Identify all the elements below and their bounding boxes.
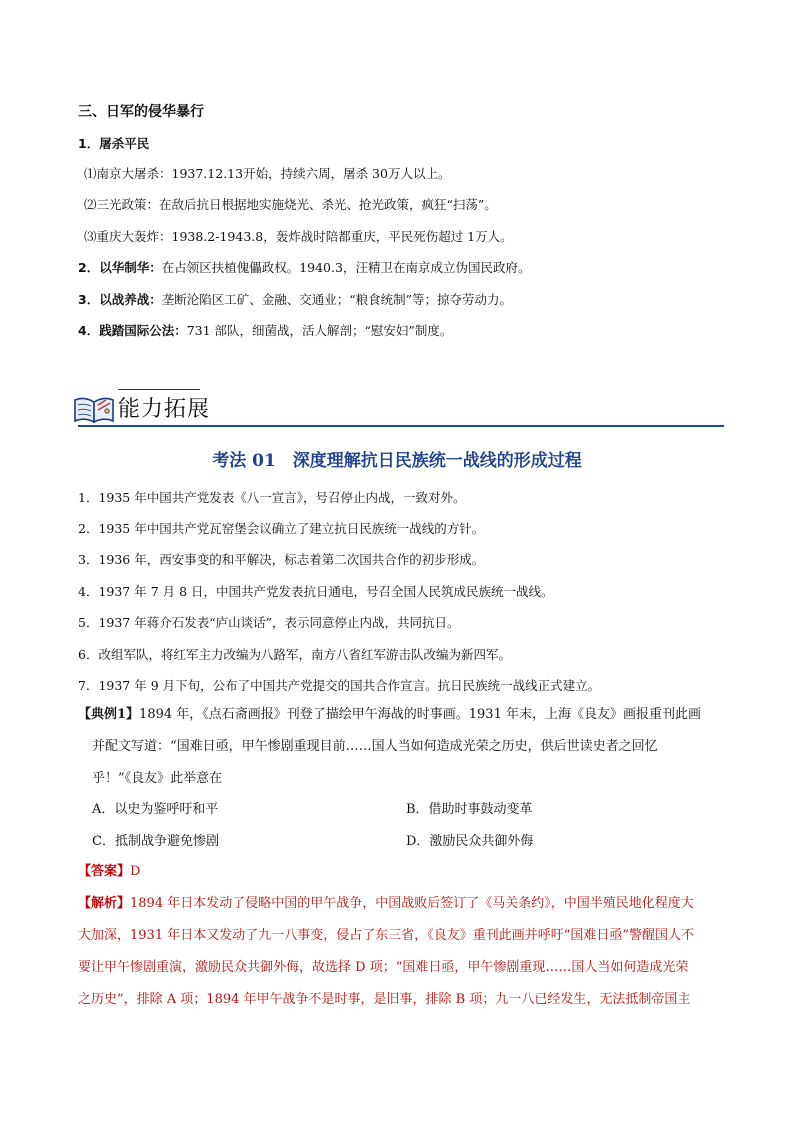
kaofa-item-3: 3．1936 年，西安事变的和平解决，标志着第二次国共合作的初步形成。 <box>78 552 485 567</box>
analysis-line-2: 大加深，1931 年日本又发动了九一八事变，侵占了东三省，《良友》重刊此画并呼吁“国难日亟”警醒国人不 <box>78 928 695 943</box>
banner-title: 能力拓展 <box>118 397 211 422</box>
item2 <box>78 258 530 276</box>
item1-sub1: ⑴南京大屠杀：1937.12.13开始，持续六周，屠杀 30万人以上。 <box>84 166 451 181</box>
item3-text: 垄断沦陷区工矿、金融、交通业；“粮食统制”等；掠夺劳动力。 <box>161 292 512 307</box>
answer-value: D <box>130 864 141 879</box>
example-line-1 <box>78 699 701 731</box>
open-book-icon <box>72 391 116 425</box>
answer-line <box>78 856 140 888</box>
kaofa-item-6: 6．改组军队，将红军主力改编为八路军，南方八省红军游击队改编为新四军。 <box>78 647 511 662</box>
item4-text: 731 部队，细菌战，活人解剖；“慰安妇”制度。 <box>186 323 453 338</box>
kaofa-item-5: 5．1937 年蒋介石发表“庐山谈话”，表示同意停止内战，共同抗日。 <box>78 615 460 630</box>
analysis-line-3: 要让甲午惨剧重演，激励民众共御外侮，故选择 D 项；“国难日亟，甲午惨剧重现……国人当如何造成光荣 <box>78 960 689 975</box>
kaofa-item-4: 4．1937 年 7 月 8 日，中国共产党发表抗日通电，号召全国人民筑成民族统一战线。 <box>78 584 554 599</box>
item4-label: 4．践踏国际公法： <box>78 323 187 338</box>
kaofa-item-7: 7．1937 年 9 月下旬，公布了中国共产党提交的国共合作宣言。抗日民族统一战线正式建立。 <box>78 678 601 693</box>
example-line-3: 乎！”《良友》此举意在 <box>92 771 223 786</box>
analysis-line-1 <box>78 888 694 920</box>
item3-label: 3．以战养战： <box>78 292 162 307</box>
analysis-text-1: 1894 年日本发动了侵略中国的甲午战争，中国战败后签订了《马关条约》，中国半殖民地化程度大 <box>130 896 694 911</box>
item1-sub2: ⑵三光政策：在敌后抗日根据地实施烧光、杀光、抢光政策，疯狂“扫荡”。 <box>84 197 497 212</box>
analysis-line-4: 之历史”，排除 A 项；1894 年甲午战争不是时事，是旧事，排除 B 项；九一八已经发生，无法抵制帝国主 <box>78 992 691 1007</box>
item2-label: 2．以华制华： <box>78 260 162 275</box>
item1-label: 1．屠杀平民 <box>78 136 150 151</box>
banner-top-rule <box>118 389 200 390</box>
option-d: D．激励民众共御外侮 <box>406 834 534 849</box>
item4 <box>78 321 452 339</box>
section-title: 三、日军的侵华暴行 <box>78 104 204 120</box>
option-b: B．借助时事鼓动变革 <box>406 802 533 817</box>
example-line-2: 并配文写道：“国难日亟，甲午惨剧重现目前……国人当如何造成光荣之历史，供后世读史者之回忆 <box>92 739 658 754</box>
answer-tag: 【答案】 <box>78 864 131 879</box>
kaofa-item-2: 2．1935 年中国共产党瓦窑堡会议确立了建立抗日民族统一战线的方针。 <box>78 521 485 536</box>
example-text-1: 1894 年，《点石斋画报》刊登了描绘甲午海战的时事画。1931 年末，上海《良友》画报重刊此画 <box>139 707 701 722</box>
kaofa-item-1: 1．1935 年中国共产党发表《八一宣言》，号召停止内战，一致对外。 <box>78 490 466 505</box>
banner-rule <box>78 425 724 427</box>
option-c: C．抵制战争避免惨剧 <box>92 834 219 849</box>
item3 <box>78 290 512 308</box>
option-a: A．以史为鉴呼吁和平 <box>92 802 219 817</box>
example-tag: 【典例1】 <box>78 707 140 722</box>
kaofa-title: 考法 01 深度理解抗日民族统一战线的形成过程 <box>212 451 582 471</box>
analysis-tag: 【解析】 <box>78 896 131 911</box>
item2-text: 在占领区扶植傀儡政权。1940.3，汪精卫在南京成立伪国民政府。 <box>161 260 531 275</box>
item1-sub3: ⑶重庆大轰炸：1938.2-1943.8，轰炸战时陪都重庆，平民死伤超过 1万人。 <box>84 229 513 244</box>
